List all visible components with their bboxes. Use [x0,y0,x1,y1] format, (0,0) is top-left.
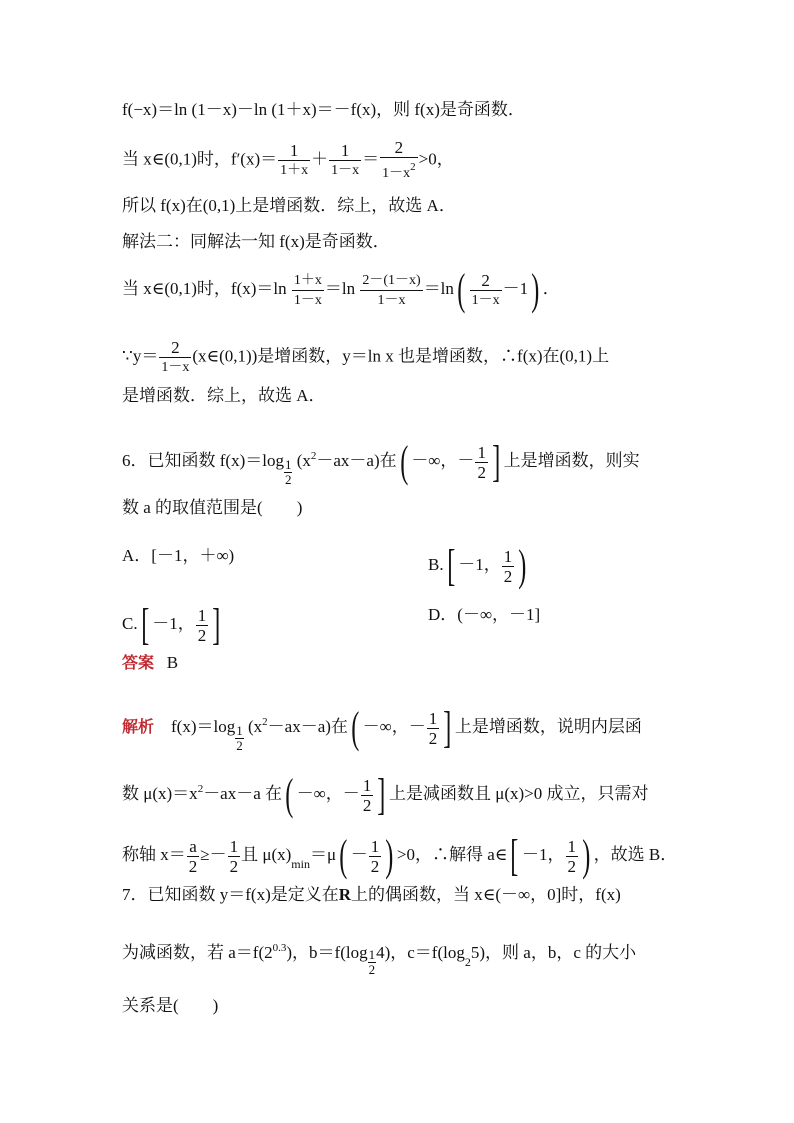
text: －∞，－ [296,783,360,803]
analysis-line-3 [122,831,678,880]
text: 5)，则 a，b，c 的大小 [470,943,637,962]
paren-right: ) [582,831,591,880]
text: －1， [152,613,195,633]
text: C. [122,613,138,633]
text: 上是增函数，说明内层函 [454,716,642,736]
question-6-line-2: 数 a 的取值范围是( ) [122,498,303,517]
text: 称轴 x＝ [122,844,186,864]
text: 7．已知函数 y＝f(x)是定义在 [122,885,339,904]
paren-left: ( [351,703,360,752]
answer-value: B [166,653,179,672]
text: －∞，－ [411,450,475,470]
paren-right: ) [518,541,527,590]
text: >0，∴解得 a∈ [396,844,508,864]
bracket-right: ] [377,770,386,819]
real-set-symbol: R [338,885,352,904]
text: 为减函数，若 a＝f(2 [122,943,273,962]
text: －1 [502,278,529,298]
fraction: $\frac{a}{2}$ [188,836,198,876]
subscript: min [291,856,310,871]
solution-line-6 [122,338,609,377]
question-7-line-2 [122,938,636,977]
log-base: $\frac{1}{2}$ [368,947,376,977]
text: ＋ [311,149,329,169]
text: 且 μ(x) [241,844,292,864]
fraction: $\frac{1}{2}$ [197,605,207,645]
text: 上的偶函数，当 x∈(－∞，0]时，f(x) [351,885,621,904]
log-base: $\frac{1}{2}$ [284,456,292,487]
solution-line-1: f(−x)＝ln (1－x)－ln (1＋x)＝－f(x)，则 f(x)是奇函数． [122,100,525,119]
log-base: $\frac{1}{2}$ [236,722,243,753]
bracket-right: ] [492,437,501,486]
fraction: $\frac{2}{1-x}$ [161,338,190,375]
solution-line-3: 所以 f(x)在(0,1)上是增函数．综上，故选 A． [122,196,456,215]
fraction: $\frac{1}{2}$ [503,546,513,586]
text: ＝ [362,149,380,169]
fraction: $\frac{2-(1-x)}{1-x}$ [362,272,421,308]
analysis-line-1 [122,703,642,753]
fraction: $\frac{2}{1-x^2}$ [382,138,416,181]
fraction: $\frac{1}{2}$ [229,836,239,876]
text: (x [247,716,263,736]
text: (x [296,450,311,470]
paren-left: ( [339,831,348,880]
superscript: 2 [310,449,317,462]
option-c [122,600,224,649]
fraction: $\frac{1}{2}$ [477,442,486,482]
question-7-line-1 [122,885,621,905]
question-7-line-3: 关系是( ) [122,996,219,1015]
fraction: $\frac{1}{2}$ [362,775,372,815]
paren-left: ( [457,265,466,314]
analysis-label: 解析 [122,716,155,736]
text: 数 μ(x)＝x [122,783,198,803]
analysis-line-2 [122,770,649,819]
paren-right: ) [385,831,394,880]
fraction: $\frac{1+x}{1-x}$ [293,272,322,308]
bracket-right: ] [212,600,221,649]
text: ≥－ [200,844,227,864]
text: 上是减函数且 μ(x)>0 成立，只需对 [388,783,649,803]
paren-left: ( [285,770,294,819]
text: 4)，c＝f(log [376,943,465,962]
text: ＝ln [423,278,454,298]
text: ∵y＝ [122,346,159,366]
question-6-line-1 [122,437,640,487]
text: (x∈(0,1))是增函数，y＝ln x 也是增函数，∴f(x)在(0,1)上 [192,346,610,366]
text: －ax－a)在 [316,450,397,470]
method-two-heading: 解法二：同解法一知 f(x)是奇函数． [122,232,390,251]
paren-left: ( [399,437,409,486]
subscript: 2 [464,955,471,969]
bracket-left: [ [140,600,149,649]
text: －ax－a 在 [203,783,283,803]
superscript: 2 [197,782,204,795]
text: 上是增函数，则实 [503,450,640,470]
fraction: $\frac{1}{2}$ [428,708,438,748]
text: ＝ln [324,278,356,298]
option-a: A．[－1，＋∞) [122,546,235,565]
text: －ax－a)在 [267,716,348,736]
fraction: $\frac{1}{2}$ [567,836,577,876]
text: >0， [418,149,454,169]
text: －1， [522,844,565,864]
fraction: $\frac{1}{1+x}$ [280,141,309,178]
option-d: D．(－∞，－1] [428,605,541,624]
fraction: $\frac{1}{1-x}$ [331,141,360,178]
fraction: $\frac{2}{1-x}$ [471,270,500,308]
option-b [428,541,530,590]
bracket-left: [ [446,541,455,590]
text: ． [542,278,560,298]
fraction: $\frac{1}{2}$ [370,836,380,876]
text: f(x)＝log [171,716,236,736]
text: － [350,844,368,864]
paren-right: ) [531,265,540,314]
bracket-right: ] [443,703,452,752]
superscript: 2 [262,715,268,728]
text: )，b＝f(log [286,943,368,962]
solution-line-7: 是增函数．综上，故选 A． [122,386,326,405]
text: 当 x∈(0,1)时，f′(x)＝ [122,149,278,169]
text: ＝μ [309,844,337,864]
solution-line-5 [122,265,560,314]
text: B. [428,554,444,574]
solution-line-2 [122,138,454,183]
answer-line [122,653,178,673]
bracket-left: [ [510,831,519,880]
text: ，故选 B． [593,844,678,864]
answer-label: 答案 [122,653,155,672]
text: －∞，－ [362,716,426,736]
text: 当 x∈(0,1)时，f(x)＝ln [122,278,287,298]
text: －1， [458,554,501,574]
superscript: 0.3 [272,942,287,954]
text: 6．已知函数 f(x)＝log [122,450,284,470]
